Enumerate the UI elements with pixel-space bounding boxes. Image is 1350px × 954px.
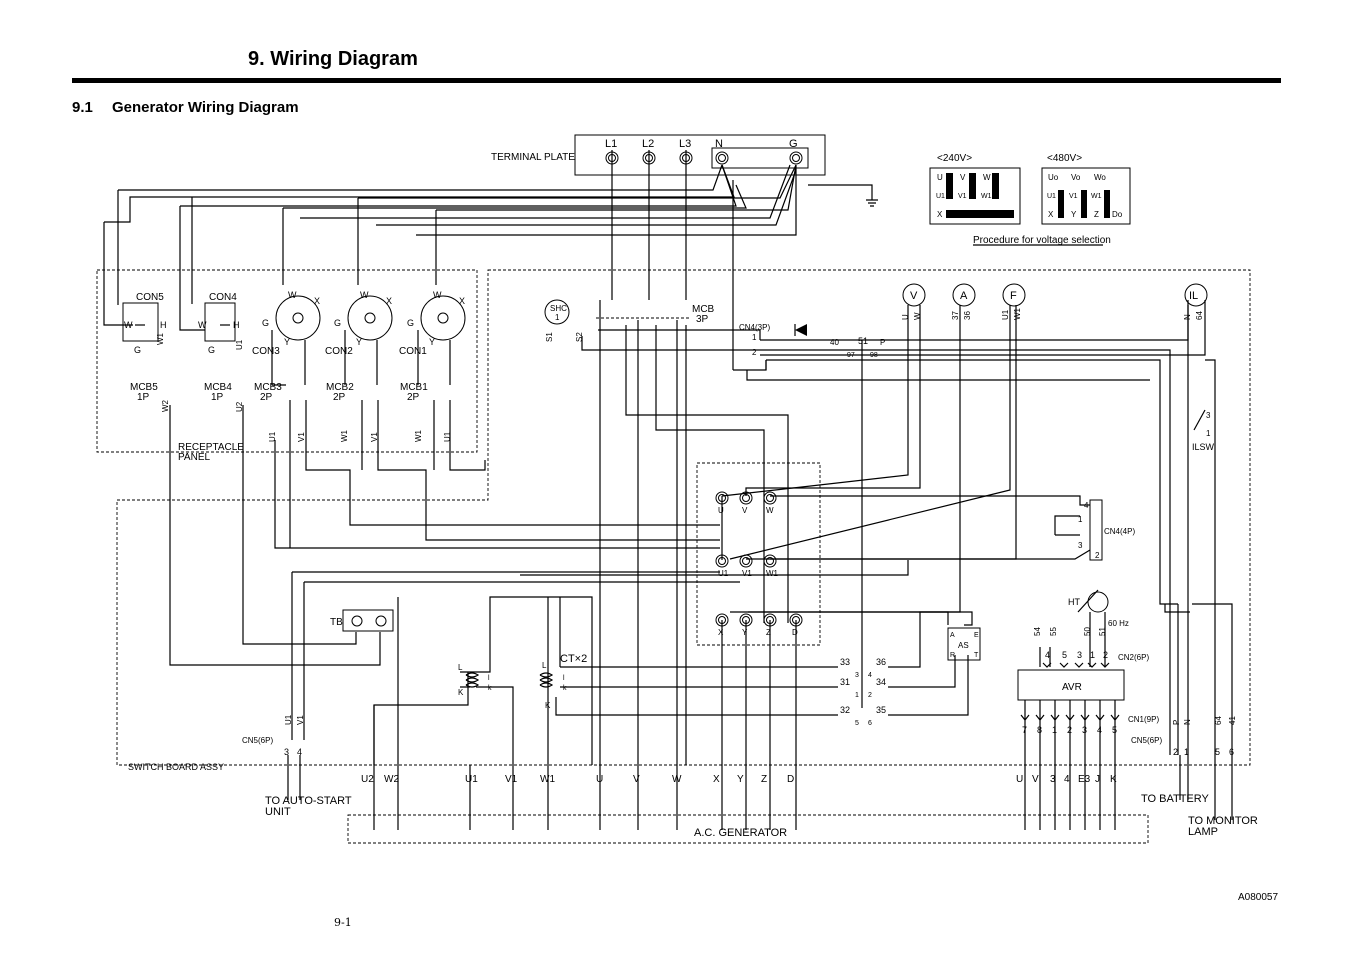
svg-text:G: G	[208, 345, 216, 355]
svg-text:1: 1	[1052, 725, 1058, 735]
svg-text:35: 35	[876, 705, 887, 715]
svg-text:2: 2	[1067, 725, 1073, 735]
terminal-label: L1	[605, 138, 618, 150]
term-v1	[740, 555, 752, 567]
svg-text:1: 1	[555, 313, 560, 322]
meter-il	[1183, 284, 1207, 320]
svg-text:4: 4	[297, 747, 303, 757]
svg-text:3: 3	[855, 672, 859, 679]
svg-text:Z: Z	[766, 628, 771, 637]
svg-text:2P: 2P	[260, 392, 273, 403]
cn1-label: CN1(9P)	[1128, 715, 1160, 724]
svg-text:H: H	[160, 320, 167, 330]
svg-text:CN4(4P): CN4(4P)	[1104, 527, 1136, 536]
svg-text:G: G	[262, 318, 270, 328]
svg-text:2: 2	[868, 692, 872, 699]
svg-text:T: T	[974, 652, 979, 659]
label-240v: <240V>	[937, 153, 973, 164]
svg-text:K: K	[458, 688, 464, 697]
switch-board-label: SWITCH BOARD ASSY	[128, 762, 225, 772]
ct-label: CT×2	[560, 653, 588, 665]
svg-text:W1: W1	[766, 569, 778, 578]
svg-text:1P: 1P	[137, 392, 150, 403]
svg-text:W: W	[983, 173, 991, 182]
svg-text:k: k	[488, 685, 492, 692]
svg-text:2P: 2P	[333, 392, 346, 403]
svg-text:X: X	[937, 210, 943, 219]
svg-text:W1: W1	[1091, 193, 1102, 200]
svg-text:1: 1	[1184, 747, 1190, 757]
svg-text:V: V	[910, 290, 918, 302]
svg-text:U1: U1	[718, 569, 729, 578]
svg-text:W1: W1	[414, 430, 423, 442]
con3-receptacle	[252, 290, 320, 357]
svg-text:A: A	[960, 290, 968, 302]
svg-text:U: U	[718, 506, 724, 515]
svg-text:97: 97	[847, 352, 855, 359]
svg-text:6: 6	[868, 720, 872, 727]
svg-text:Y: Y	[742, 628, 748, 637]
svg-text:5: 5	[1215, 747, 1221, 757]
svg-text:W1: W1	[156, 333, 165, 345]
svg-text:50: 50	[1083, 627, 1092, 636]
svg-text:W: W	[198, 320, 207, 330]
terminal-n	[716, 152, 728, 164]
svg-text:U: U	[1016, 774, 1024, 785]
svg-text:W2: W2	[161, 400, 170, 412]
ht-label: HT	[1068, 597, 1080, 607]
receptacle-panel-label-2: PANEL	[178, 452, 211, 463]
svg-text:51: 51	[1098, 627, 1107, 636]
svg-text:W1: W1	[1013, 308, 1022, 320]
receptacles	[123, 290, 465, 357]
svg-text:N: N	[1183, 719, 1192, 725]
svg-text:X: X	[713, 774, 720, 785]
svg-text:41: 41	[1228, 716, 1237, 725]
svg-text:U: U	[901, 314, 910, 320]
svg-text:U1: U1	[1047, 193, 1056, 200]
svg-text:L: L	[542, 661, 547, 670]
dest-monitor-2: LAMP	[1188, 826, 1218, 838]
label-480v: <480V>	[1047, 153, 1083, 164]
dest-auto-start-2: UNIT	[265, 806, 291, 818]
svg-text:R: R	[950, 652, 956, 659]
svg-text:V: V	[633, 774, 640, 785]
svg-text:MCB2: MCB2	[326, 382, 354, 393]
svg-text:40: 40	[830, 338, 839, 347]
svg-text:5: 5	[855, 720, 859, 727]
con1-receptacle	[399, 290, 465, 357]
term-w	[764, 492, 776, 504]
svg-text:3: 3	[284, 747, 290, 757]
svg-text:1: 1	[855, 692, 859, 699]
svg-text:K: K	[545, 701, 551, 710]
svg-text:X: X	[459, 296, 466, 306]
svg-text:6: 6	[1229, 747, 1235, 757]
svg-text:E: E	[974, 632, 979, 639]
svg-text:1: 1	[1206, 429, 1211, 438]
meter-a	[951, 284, 975, 320]
svg-text:3: 3	[1077, 650, 1083, 660]
terminal-label: L3	[679, 138, 692, 150]
svg-text:2: 2	[752, 348, 757, 357]
svg-text:CON1: CON1	[399, 346, 427, 357]
meter-f	[1001, 284, 1025, 320]
svg-text:D: D	[792, 628, 798, 637]
svg-text:W2: W2	[384, 774, 399, 785]
svg-text:U1: U1	[268, 431, 277, 442]
svg-text:U1: U1	[284, 714, 293, 725]
section-number: 9.1	[72, 99, 93, 116]
term-w1	[764, 555, 776, 567]
svg-text:U1: U1	[936, 193, 945, 200]
as-label: AS	[958, 641, 969, 650]
dest-auto-start-1: TO AUTO-START	[265, 795, 352, 807]
svg-text:N: N	[1183, 314, 1192, 320]
svg-text:Y: Y	[284, 337, 291, 347]
svg-text:4: 4	[1045, 650, 1051, 660]
svg-text:D: D	[787, 774, 795, 785]
svg-text:P: P	[880, 338, 886, 347]
svg-text:U1: U1	[465, 774, 478, 785]
svg-text:Z: Z	[761, 774, 768, 785]
svg-text:Y: Y	[429, 337, 436, 347]
svg-text:3: 3	[1078, 541, 1083, 550]
svg-text:3: 3	[1206, 411, 1211, 420]
svg-text:H: H	[233, 320, 240, 330]
svg-text:X: X	[718, 628, 724, 637]
svg-text:4: 4	[1097, 725, 1103, 735]
svg-text:Y: Y	[356, 337, 363, 347]
svg-text:54: 54	[1033, 627, 1042, 636]
svg-text:V1: V1	[296, 715, 305, 725]
svg-text:F: F	[1010, 290, 1017, 302]
svg-text:1: 1	[752, 333, 757, 342]
dest-monitor-1: TO MONITOR	[1188, 815, 1258, 827]
svg-text:Y: Y	[1071, 210, 1077, 219]
svg-text:98: 98	[870, 352, 878, 359]
svg-text:2: 2	[1095, 551, 1100, 560]
con4-label: CON4	[209, 292, 237, 303]
terminal-label: L2	[642, 138, 655, 150]
svg-text:X: X	[314, 296, 321, 306]
ilsw-label: ILSW	[1192, 442, 1215, 452]
terminal-label: G	[789, 138, 798, 150]
svg-text:3: 3	[1050, 774, 1056, 785]
tb-label: TB	[330, 617, 343, 628]
svg-text:U: U	[596, 774, 604, 785]
svg-text:Z: Z	[1094, 210, 1099, 219]
svg-text:V1: V1	[1069, 193, 1078, 200]
con5-label: CON5	[136, 292, 164, 303]
svg-text:34: 34	[876, 677, 887, 687]
con2-receptacle	[325, 290, 392, 357]
svg-text:W1: W1	[981, 193, 992, 200]
svg-text:E3: E3	[1078, 774, 1091, 785]
svg-text:W: W	[766, 506, 774, 515]
svg-text:Y: Y	[737, 774, 744, 785]
svg-text:3P: 3P	[696, 314, 709, 325]
svg-text:MCB1: MCB1	[400, 382, 428, 393]
svg-text:K: K	[1110, 774, 1117, 785]
svg-text:36: 36	[963, 311, 972, 320]
doc-code: A080057	[1238, 892, 1279, 903]
svg-text:U2: U2	[361, 774, 374, 785]
meter-v	[901, 284, 925, 320]
svg-text:W: W	[913, 312, 922, 320]
svg-text:4: 4	[868, 672, 872, 679]
svg-text:4: 4	[1084, 501, 1089, 510]
svg-text:36: 36	[876, 657, 887, 667]
svg-text:MCB4: MCB4	[204, 382, 232, 393]
svg-text:L: L	[458, 663, 463, 672]
svg-text:U: U	[937, 173, 943, 182]
receptacle-breakers	[130, 382, 452, 442]
svg-text:64: 64	[1214, 716, 1223, 725]
svg-text:X: X	[1048, 210, 1054, 219]
svg-text:CON3: CON3	[252, 346, 280, 357]
svg-text:MCB: MCB	[692, 304, 715, 315]
section-heading: Generator Wiring Diagram	[112, 99, 299, 116]
svg-text:V1: V1	[297, 432, 306, 442]
page-number: 9-1	[334, 916, 352, 929]
svg-text:3: 3	[1082, 725, 1088, 735]
dest-battery: TO BATTERY	[1141, 793, 1209, 805]
page-title: 9. Wiring Diagram	[248, 48, 418, 70]
cn5-left-label: CN5(6P)	[242, 736, 274, 745]
svg-text:W: W	[124, 320, 133, 330]
svg-text:V1: V1	[958, 193, 967, 200]
svg-text:8: 8	[1037, 725, 1043, 735]
svg-text:33: 33	[840, 657, 851, 667]
generator-terminals	[361, 774, 1117, 785]
svg-text:Do: Do	[1112, 210, 1123, 219]
svg-text:7: 7	[1022, 725, 1028, 735]
svg-text:CN4(3P): CN4(3P)	[739, 323, 771, 332]
svg-text:U1: U1	[443, 431, 452, 442]
svg-text:CON2: CON2	[325, 346, 353, 357]
svg-text:SHC: SHC	[550, 304, 567, 313]
svg-text:W: W	[360, 290, 369, 300]
svg-text:5: 5	[1112, 725, 1118, 735]
svg-text:G: G	[334, 318, 342, 328]
svg-text:G: G	[407, 318, 415, 328]
svg-text:S1: S1	[545, 332, 554, 342]
svg-text:37: 37	[951, 311, 960, 320]
svg-text:2: 2	[1173, 747, 1179, 757]
svg-text:U1: U1	[235, 339, 244, 350]
svg-text:51: 51	[858, 336, 869, 346]
svg-text:V1: V1	[742, 569, 752, 578]
svg-text:Vo: Vo	[1071, 173, 1081, 182]
svg-text:k: k	[563, 685, 567, 692]
voltage-selection	[930, 153, 1130, 246]
svg-text:4: 4	[1064, 774, 1070, 785]
svg-text:V: V	[1032, 774, 1039, 785]
svg-text:Uo: Uo	[1048, 173, 1059, 182]
svg-text:2: 2	[1103, 650, 1109, 660]
svg-text:W: W	[433, 290, 442, 300]
svg-text:G: G	[134, 345, 142, 355]
svg-text:V: V	[960, 173, 966, 182]
svg-text:IL: IL	[1189, 290, 1199, 302]
svg-text:U2: U2	[235, 401, 244, 412]
svg-text:64: 64	[1195, 311, 1204, 320]
svg-text:V: V	[742, 506, 748, 515]
terminal-label: N	[715, 138, 723, 150]
voltage-caption: Procedure for voltage selection	[973, 235, 1111, 246]
svg-text:l: l	[563, 675, 565, 682]
svg-text:V1: V1	[370, 432, 379, 442]
svg-text:V1: V1	[505, 774, 518, 785]
svg-text:P: P	[1172, 719, 1181, 725]
svg-text:55: 55	[1049, 627, 1058, 636]
terminal-g	[790, 152, 802, 164]
svg-text:W1: W1	[540, 774, 555, 785]
avr-label: AVR	[1062, 682, 1082, 693]
svg-text:MCB3: MCB3	[254, 382, 282, 393]
svg-text:J: J	[1095, 774, 1100, 785]
svg-text:W: W	[288, 290, 297, 300]
svg-text:W: W	[672, 774, 682, 785]
svg-text:l: l	[488, 675, 490, 682]
svg-text:1P: 1P	[211, 392, 224, 403]
svg-text:U1: U1	[1001, 309, 1010, 320]
svg-text:1: 1	[1078, 515, 1083, 524]
svg-text:X: X	[386, 296, 393, 306]
svg-text:60 Hz: 60 Hz	[1108, 619, 1129, 628]
receptacle-panel-label-1: RECEPTACLE	[178, 442, 244, 453]
svg-text:5: 5	[1062, 650, 1068, 660]
svg-text:W1: W1	[340, 430, 349, 442]
svg-text:A: A	[950, 632, 955, 639]
svg-text:MCB5: MCB5	[130, 382, 158, 393]
svg-text:31: 31	[840, 677, 851, 687]
generator-label: A.C. GENERATOR	[694, 827, 788, 839]
svg-text:1: 1	[1090, 650, 1096, 660]
terminal-plate	[491, 135, 825, 175]
terminal-plate-label: TERMINAL PLATE	[491, 152, 575, 163]
cn2-label: CN2(6P)	[1118, 653, 1150, 662]
svg-text:Wo: Wo	[1094, 173, 1106, 182]
cn5-right-label: CN5(6P)	[1131, 736, 1163, 745]
svg-text:32: 32	[840, 705, 851, 715]
svg-text:S2: S2	[575, 332, 584, 342]
svg-text:2P: 2P	[407, 392, 420, 403]
